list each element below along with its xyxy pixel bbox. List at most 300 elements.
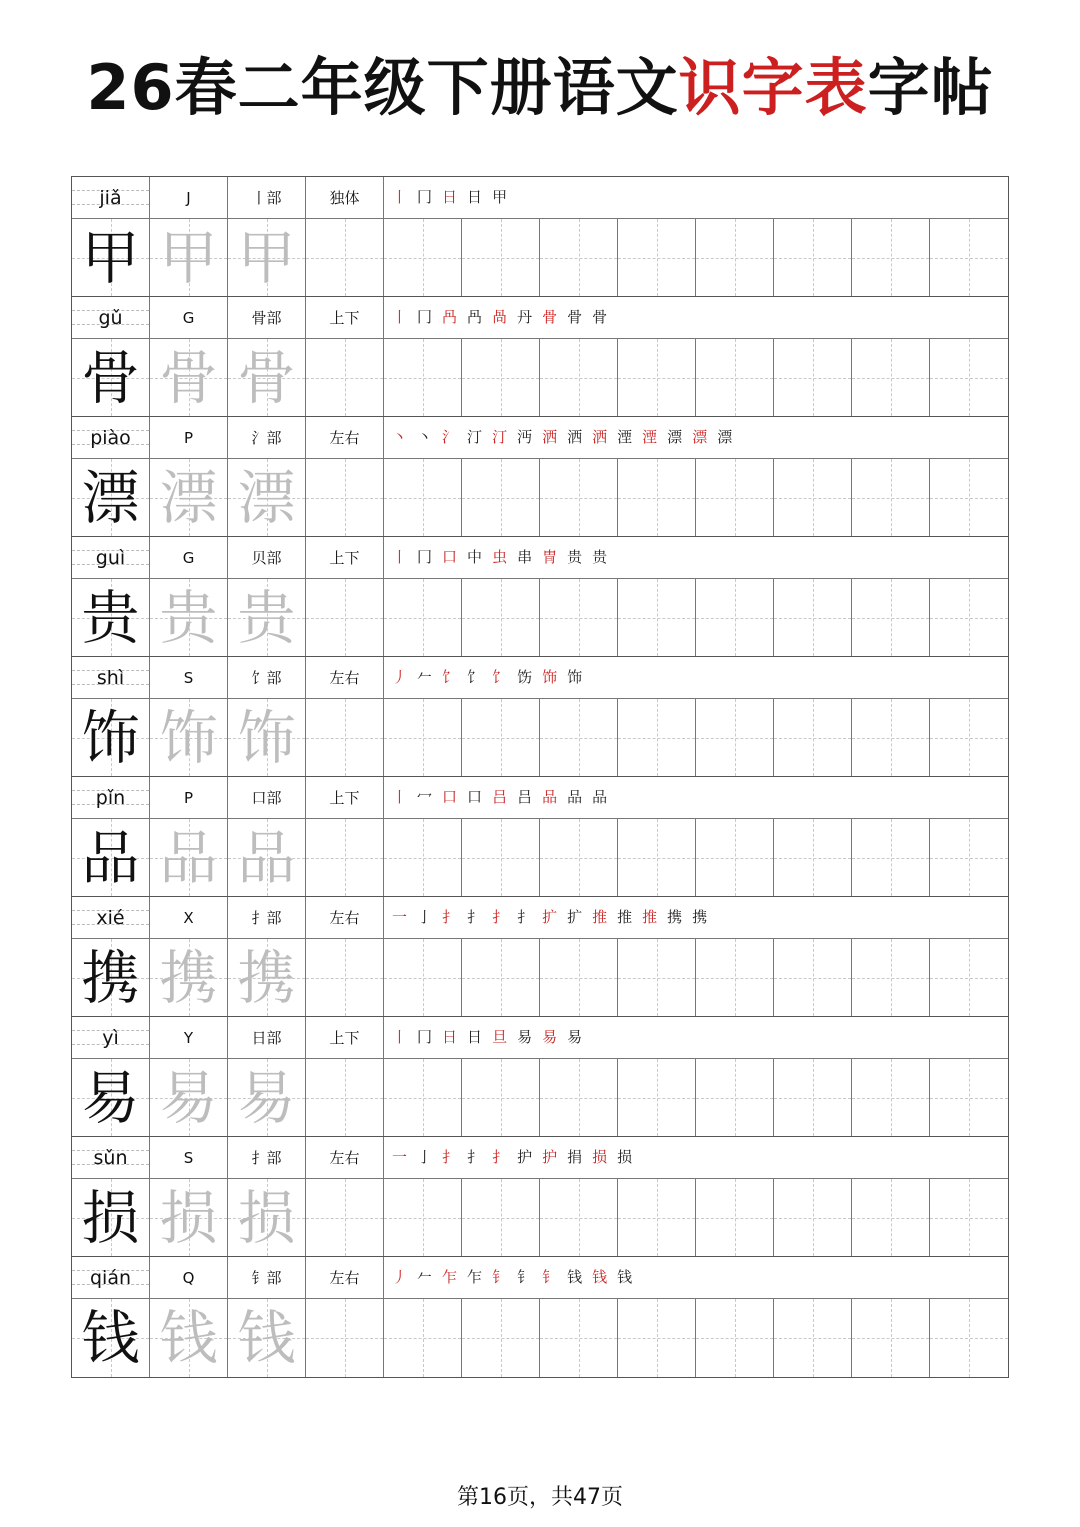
practice-cell[interactable] — [306, 459, 384, 536]
radical-cell-text: 扌部 — [251, 909, 282, 927]
trace-character: 损 — [159, 1183, 218, 1252]
character-cell — [72, 819, 150, 896]
practice-cell[interactable] — [618, 1179, 696, 1256]
stroke-step: 骨 — [567, 308, 583, 326]
stroke-step: 洒 — [542, 428, 558, 446]
pinyin-cell-text: pǐn — [95, 786, 126, 809]
practice-cell[interactable] — [462, 1299, 540, 1377]
trace-character: 携 — [237, 943, 296, 1012]
structure-cell — [306, 417, 384, 458]
practice-cell[interactable] — [618, 219, 696, 296]
pinyin-cell-text: gǔ — [98, 306, 123, 329]
trace-character: 携 — [159, 943, 218, 1012]
practice-cell[interactable] — [384, 1179, 462, 1256]
stroke-step: 骨 — [542, 308, 558, 326]
practice-grid-row — [72, 1299, 1008, 1377]
initial-letter-cell-text: G — [182, 308, 195, 327]
practice-cell[interactable] — [540, 1299, 618, 1377]
practice-cell[interactable] — [462, 819, 540, 896]
model-character: 骨 — [81, 343, 140, 412]
practice-cell[interactable] — [462, 579, 540, 656]
stroke-step: 钱 — [617, 1268, 633, 1286]
practice-cell[interactable] — [540, 219, 618, 296]
structure-cell-text: 左右 — [329, 909, 360, 927]
pinyin-cell — [72, 417, 150, 458]
structure-cell — [306, 1017, 384, 1058]
practice-cell[interactable] — [306, 1059, 384, 1136]
initial-letter-cell-text: J — [186, 188, 191, 207]
trace-character: 钱 — [159, 1304, 218, 1372]
practice-cell[interactable] — [852, 819, 930, 896]
stroke-step: 推 — [617, 908, 633, 926]
practice-cell[interactable] — [852, 1059, 930, 1136]
stroke-step: 冎 — [442, 308, 458, 326]
stroke-step: 钱 — [592, 1268, 608, 1286]
radical-cell — [228, 1017, 306, 1058]
stroke-step: 推 — [642, 908, 658, 926]
practice-cell[interactable] — [618, 579, 696, 656]
initial-letter-cell — [150, 297, 228, 338]
practice-cell[interactable] — [696, 579, 774, 656]
practice-grid-row — [72, 699, 1008, 777]
stroke-step: 亅 — [417, 908, 433, 926]
practice-cell[interactable] — [696, 699, 774, 776]
stroke-step: 扌 — [492, 1148, 508, 1166]
pinyin-cell-text: jiǎ — [99, 186, 122, 209]
structure-cell-text: 上下 — [329, 309, 360, 327]
trace-character: 易 — [159, 1063, 218, 1132]
practice-cell[interactable] — [696, 1059, 774, 1136]
model-character: 损 — [81, 1183, 140, 1252]
character-cell — [150, 219, 228, 296]
stroke-step: 氵 — [442, 428, 458, 446]
character-cell — [228, 1179, 306, 1256]
model-character: 品 — [81, 823, 140, 892]
radical-cell — [228, 297, 306, 338]
radical-cell — [228, 1137, 306, 1178]
stroke-step: 吕 — [517, 788, 533, 806]
radical-cell — [228, 897, 306, 938]
stroke-step: 冂 — [417, 1028, 433, 1046]
practice-cell[interactable] — [930, 1059, 1008, 1136]
character-cell — [228, 819, 306, 896]
stroke-step: 贵 — [592, 548, 608, 566]
character-cell — [150, 699, 228, 776]
character-cell — [150, 579, 228, 656]
initial-letter-cell — [150, 177, 228, 218]
character-cell — [228, 1059, 306, 1136]
pinyin-cell-text: qián — [89, 1266, 132, 1289]
stroke-step: 甲 — [492, 188, 508, 206]
practice-cell[interactable] — [540, 939, 618, 1016]
stroke-step: 乍 — [442, 1268, 458, 1286]
initial-letter-cell — [150, 657, 228, 698]
stroke-step: 扌 — [467, 908, 483, 926]
stroke-step: 日 — [467, 1028, 483, 1046]
practice-cell[interactable] — [540, 1179, 618, 1256]
stroke-step: 扌 — [492, 908, 508, 926]
stroke-step: 旦 — [492, 1028, 508, 1046]
practice-cell[interactable] — [774, 459, 852, 536]
character-cell — [72, 1059, 150, 1136]
practice-cell[interactable] — [384, 819, 462, 896]
stroke-step: 洒 — [592, 428, 608, 446]
practice-cell[interactable] — [852, 339, 930, 416]
initial-letter-cell — [150, 537, 228, 578]
practice-cell[interactable] — [618, 459, 696, 536]
initial-letter-cell-text: S — [183, 668, 194, 687]
pinyin-cell — [72, 897, 150, 938]
stroke-step: 饣 — [492, 668, 508, 686]
character-cell — [228, 1299, 306, 1377]
radical-cell-text: 扌部 — [251, 1149, 282, 1167]
trace-character: 漂 — [237, 463, 296, 532]
practice-cell[interactable] — [306, 1179, 384, 1256]
pinyin-cell — [72, 1257, 150, 1298]
character-cell — [228, 459, 306, 536]
stroke-order-cell — [384, 897, 1008, 938]
stroke-step: 易 — [517, 1028, 533, 1046]
stroke-step: 漂 — [717, 428, 733, 446]
trace-character: 骨 — [237, 343, 296, 412]
stroke-order-cell — [384, 657, 1008, 698]
stroke-step: 丨 — [392, 1028, 408, 1046]
stroke-step: 汀 — [467, 428, 483, 446]
practice-cell[interactable] — [618, 339, 696, 416]
practice-cell[interactable] — [930, 699, 1008, 776]
practice-cell[interactable] — [774, 579, 852, 656]
practice-cell[interactable] — [306, 1299, 384, 1377]
stroke-step: 护 — [542, 1148, 558, 1166]
structure-cell — [306, 177, 384, 218]
stroke-step: 饣 — [442, 668, 458, 686]
title-prefix: 26春二年级下册语文 — [86, 51, 679, 124]
stroke-step: 护 — [517, 1148, 533, 1166]
practice-cell[interactable] — [540, 819, 618, 896]
practice-grid-row — [72, 939, 1008, 1017]
info-row — [72, 1257, 1008, 1299]
info-row — [72, 537, 1008, 579]
character-cell — [150, 819, 228, 896]
radical-cell-text: 丨部 — [251, 189, 282, 207]
stroke-step: 扌 — [442, 908, 458, 926]
stroke-order-cell — [384, 1257, 1008, 1298]
character-cell — [228, 699, 306, 776]
radical-cell — [228, 657, 306, 698]
practice-grid-row — [72, 339, 1008, 417]
info-row — [72, 417, 1008, 459]
practice-cell[interactable] — [774, 819, 852, 896]
stroke-step: 湮 — [642, 428, 658, 446]
info-row — [72, 777, 1008, 819]
model-character: 贵 — [81, 583, 140, 652]
model-character: 饰 — [81, 703, 140, 772]
stroke-step: 损 — [617, 1148, 633, 1166]
practice-cell[interactable] — [774, 939, 852, 1016]
character-cell — [72, 579, 150, 656]
practice-cell[interactable] — [306, 939, 384, 1016]
stroke-step: 冎 — [467, 308, 483, 326]
character-cell — [150, 1179, 228, 1256]
stroke-step: 饰 — [542, 668, 558, 686]
practice-cell[interactable] — [306, 699, 384, 776]
trace-character: 甲 — [237, 223, 296, 292]
practice-cell[interactable] — [774, 1299, 852, 1377]
character-cell — [228, 579, 306, 656]
practice-cell[interactable] — [852, 459, 930, 536]
stroke-order-cell — [384, 1017, 1008, 1058]
radical-cell-text: 钅部 — [251, 1269, 282, 1287]
radical-cell-text: 贝部 — [251, 549, 282, 567]
stroke-step: 𠂉 — [417, 1268, 433, 1286]
pinyin-cell-text: yì — [102, 1026, 119, 1049]
structure-cell — [306, 297, 384, 338]
initial-letter-cell-text: Y — [183, 1028, 194, 1047]
stroke-step: 冂 — [417, 188, 433, 206]
practice-cell[interactable] — [696, 1299, 774, 1377]
practice-cell[interactable] — [618, 1299, 696, 1377]
practice-cell[interactable] — [384, 939, 462, 1016]
pinyin-cell — [72, 177, 150, 218]
practice-cell[interactable] — [618, 1059, 696, 1136]
trace-character: 品 — [159, 823, 218, 892]
practice-cell[interactable] — [462, 339, 540, 416]
trace-character: 钱 — [237, 1304, 296, 1372]
pinyin-cell-text: shì — [96, 666, 125, 689]
radical-cell — [228, 537, 306, 578]
practice-cell[interactable] — [618, 699, 696, 776]
stroke-step: 漂 — [667, 428, 683, 446]
character-cell — [228, 939, 306, 1016]
practice-cell[interactable] — [930, 1299, 1008, 1377]
character-cell — [72, 339, 150, 416]
practice-cell[interactable] — [852, 939, 930, 1016]
pinyin-cell-text: guì — [95, 546, 126, 569]
radical-cell-text: 氵部 — [251, 429, 282, 447]
initial-letter-cell — [150, 1017, 228, 1058]
stroke-step: 饬 — [517, 668, 533, 686]
pinyin-cell-text: piào — [90, 426, 131, 449]
initial-letter-cell-text: P — [183, 788, 194, 807]
practice-cell[interactable] — [462, 219, 540, 296]
stroke-step: 骨 — [592, 308, 608, 326]
stroke-step: 虫 — [492, 548, 508, 566]
initial-letter-cell-text: X — [183, 908, 194, 927]
pinyin-cell — [72, 1017, 150, 1058]
stroke-step: 亅 — [417, 1148, 433, 1166]
initial-letter-cell — [150, 897, 228, 938]
practice-cell[interactable] — [306, 819, 384, 896]
structure-cell — [306, 777, 384, 818]
stroke-step: 日 — [442, 188, 458, 206]
copybook-sheet — [71, 176, 1009, 1378]
initial-letter-cell — [150, 1137, 228, 1178]
practice-cell[interactable] — [384, 1299, 462, 1377]
practice-cell[interactable] — [384, 699, 462, 776]
practice-cell[interactable] — [462, 1179, 540, 1256]
practice-cell[interactable] — [618, 939, 696, 1016]
practice-cell[interactable] — [930, 219, 1008, 296]
practice-cell[interactable] — [384, 579, 462, 656]
stroke-step: 扌 — [467, 1148, 483, 1166]
stroke-order-cell — [384, 297, 1008, 338]
stroke-step: 汀 — [492, 428, 508, 446]
stroke-order-cell — [384, 1137, 1008, 1178]
practice-cell[interactable] — [540, 339, 618, 416]
title-suffix: 字帖 — [867, 51, 994, 124]
stroke-step: 冂 — [417, 308, 433, 326]
stroke-step: 扩 — [567, 908, 583, 926]
stroke-step: 钱 — [567, 1268, 583, 1286]
initial-letter-cell-text: Q — [182, 1268, 195, 1287]
pinyin-cell-text: sǔn — [93, 1146, 128, 1169]
pinyin-cell — [72, 777, 150, 818]
stroke-order-cell — [384, 417, 1008, 458]
practice-cell[interactable] — [696, 339, 774, 416]
stroke-step: 携 — [667, 908, 683, 926]
stroke-step: 捐 — [567, 1148, 583, 1166]
practice-grid-row — [72, 819, 1008, 897]
practice-cell[interactable] — [462, 1059, 540, 1136]
stroke-step: 洒 — [567, 428, 583, 446]
info-row — [72, 1017, 1008, 1059]
practice-cell[interactable] — [852, 699, 930, 776]
trace-character: 贵 — [159, 583, 218, 652]
stroke-step: 钅 — [517, 1268, 533, 1286]
practice-cell[interactable] — [540, 579, 618, 656]
practice-cell[interactable] — [462, 699, 540, 776]
structure-cell — [306, 897, 384, 938]
practice-cell[interactable] — [930, 1179, 1008, 1256]
structure-cell — [306, 657, 384, 698]
practice-cell[interactable] — [540, 699, 618, 776]
practice-cell[interactable] — [462, 459, 540, 536]
practice-cell[interactable] — [696, 1179, 774, 1256]
practice-cell[interactable] — [696, 459, 774, 536]
radical-cell-text: 口部 — [251, 789, 282, 807]
practice-cell[interactable] — [852, 1299, 930, 1377]
radical-cell — [228, 417, 306, 458]
practice-cell[interactable] — [774, 699, 852, 776]
practice-cell[interactable] — [306, 579, 384, 656]
practice-cell[interactable] — [930, 339, 1008, 416]
initial-letter-cell-text: S — [183, 1148, 194, 1167]
stroke-step: 扩 — [542, 908, 558, 926]
practice-cell[interactable] — [696, 939, 774, 1016]
initial-letter-cell-text: G — [182, 548, 195, 567]
stroke-step: 携 — [692, 908, 708, 926]
stroke-step: 丨 — [392, 788, 408, 806]
character-cell — [72, 459, 150, 536]
character-cell — [150, 1059, 228, 1136]
stroke-step: 乍 — [467, 1268, 483, 1286]
stroke-step: 丨 — [392, 548, 408, 566]
practice-cell[interactable] — [384, 219, 462, 296]
stroke-order-cell — [384, 537, 1008, 578]
practice-cell[interactable] — [852, 579, 930, 656]
stroke-step: 品 — [592, 788, 608, 806]
stroke-step: 口 — [442, 788, 458, 806]
practice-cell[interactable] — [618, 819, 696, 896]
stroke-step: 冖 — [417, 788, 433, 806]
character-cell — [72, 1179, 150, 1256]
practice-cell[interactable] — [852, 1179, 930, 1256]
practice-cell[interactable] — [774, 1179, 852, 1256]
stroke-step: 丶 — [417, 428, 433, 446]
practice-cell[interactable] — [774, 219, 852, 296]
stroke-step: 扌 — [442, 1148, 458, 1166]
pinyin-cell — [72, 657, 150, 698]
model-character: 易 — [81, 1063, 140, 1132]
trace-character: 甲 — [159, 223, 218, 292]
structure-cell-text: 上下 — [329, 549, 360, 567]
pinyin-cell — [72, 537, 150, 578]
practice-cell[interactable] — [384, 1059, 462, 1136]
radical-cell-text: 日部 — [251, 1029, 282, 1047]
practice-cell[interactable] — [540, 459, 618, 536]
practice-cell[interactable] — [930, 579, 1008, 656]
stroke-step: 品 — [542, 788, 558, 806]
radical-cell-text: 饣部 — [251, 669, 282, 687]
practice-cell[interactable] — [540, 1059, 618, 1136]
practice-cell[interactable] — [930, 819, 1008, 896]
practice-cell[interactable] — [306, 339, 384, 416]
character-cell — [72, 1299, 150, 1377]
practice-grid-row — [72, 219, 1008, 297]
practice-cell[interactable] — [384, 459, 462, 536]
stroke-step: 易 — [542, 1028, 558, 1046]
stroke-step: 饰 — [567, 668, 583, 686]
initial-letter-cell — [150, 1257, 228, 1298]
practice-cell[interactable] — [774, 1059, 852, 1136]
trace-character: 损 — [237, 1183, 296, 1252]
title-highlight: 识字表 — [678, 51, 868, 124]
practice-cell[interactable] — [306, 219, 384, 296]
stroke-step: 日 — [442, 1028, 458, 1046]
stroke-step: 丶 — [392, 428, 408, 446]
stroke-order-cell — [384, 777, 1008, 818]
practice-cell[interactable] — [930, 939, 1008, 1016]
stroke-step: 扌 — [517, 908, 533, 926]
structure-cell-text: 独体 — [329, 189, 360, 207]
practice-cell[interactable] — [384, 339, 462, 416]
info-row — [72, 177, 1008, 219]
stroke-step: 推 — [592, 908, 608, 926]
stroke-step: 丨 — [392, 188, 408, 206]
stroke-step: 沔 — [517, 428, 533, 446]
practice-cell[interactable] — [774, 339, 852, 416]
stroke-step: 贵 — [567, 548, 583, 566]
structure-cell-text: 左右 — [329, 669, 360, 687]
practice-cell[interactable] — [852, 219, 930, 296]
trace-character: 饰 — [237, 703, 296, 772]
practice-cell[interactable] — [930, 459, 1008, 536]
structure-cell-text: 上下 — [329, 1029, 360, 1047]
practice-grid-row — [72, 1179, 1008, 1257]
practice-cell[interactable] — [696, 819, 774, 896]
structure-cell-text: 左右 — [329, 1269, 360, 1287]
trace-character: 骨 — [159, 343, 218, 412]
practice-cell[interactable] — [696, 219, 774, 296]
practice-grid-row — [72, 579, 1008, 657]
structure-cell — [306, 537, 384, 578]
info-row — [72, 297, 1008, 339]
trace-character: 漂 — [159, 463, 218, 532]
practice-grid-row — [72, 459, 1008, 537]
radical-cell — [228, 1257, 306, 1298]
stroke-step: 吕 — [492, 788, 508, 806]
practice-cell[interactable] — [462, 939, 540, 1016]
